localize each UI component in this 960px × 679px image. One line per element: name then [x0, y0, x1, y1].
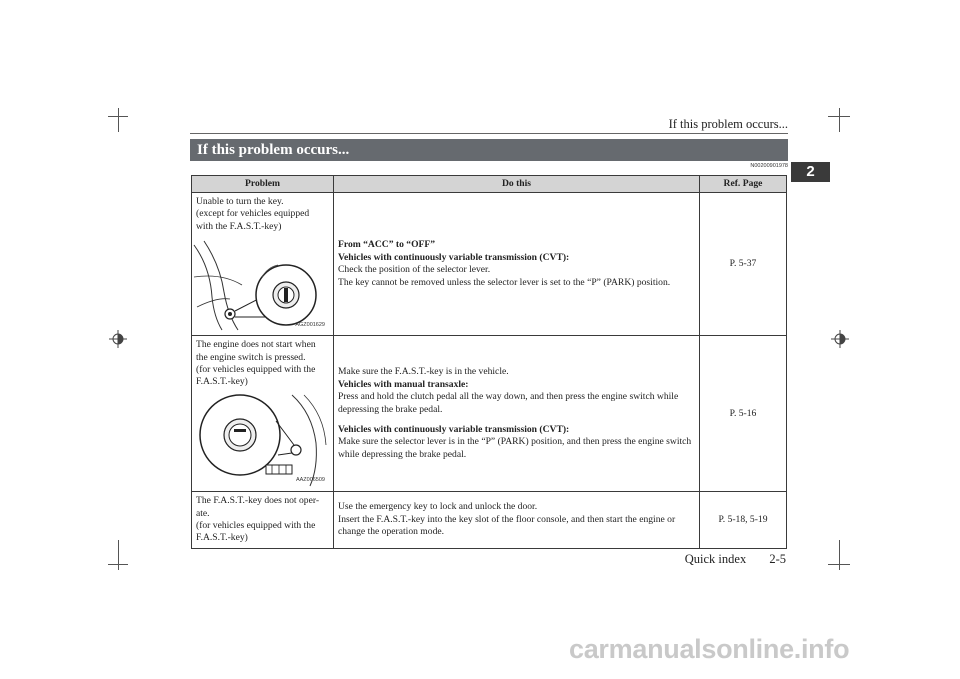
problem-line: The engine does not start when [196, 339, 316, 351]
instruction-line: The key cannot be removed unless the selector lever is set to the “P” (PARK) position. [338, 276, 671, 288]
watermark: carmanualsonline.info [569, 634, 850, 664]
problem-line: (for vehicles equipped with the [196, 520, 316, 532]
document-code: N00200901978 [750, 163, 788, 169]
instruction-line: change the operation mode. [338, 526, 445, 538]
instruction-subheading: Vehicles with manual transaxle: [338, 378, 469, 390]
engine-switch-illustration [192, 393, 329, 488]
figure-code: AGZ001629 [295, 321, 325, 328]
do-this-cell [334, 492, 700, 549]
problem-line: F.A.S.T.-key) [196, 532, 248, 544]
column-header-ref-page: Ref. Page [700, 176, 787, 193]
instruction-line: Check the position of the selector lever. [338, 264, 491, 276]
ref-page-cell: P. 5-37 [700, 193, 787, 336]
instruction-line: while depressing the brake pedal. [338, 448, 467, 460]
section-title: If this problem occurs... [190, 139, 788, 161]
instruction-line: Press and hold the clutch pedal all the way down, and then press the engine switch while [338, 391, 679, 403]
header-rule [190, 133, 788, 134]
instruction-line: Make sure the selector lever is in the “P” (PARK) position, and then press the engine switch [338, 436, 692, 448]
do-this-cell [334, 193, 700, 336]
problem-line: (except for vehicles equipped [196, 208, 310, 220]
instruction-line: Use the emergency key to lock and unlock the door. [338, 501, 538, 513]
ref-page-cell: P. 5-18, 5-19 [700, 492, 787, 549]
do-this-cell [334, 336, 700, 492]
instruction-heading: From “ACC” to “OFF” [338, 239, 436, 251]
table-header-row [192, 176, 787, 193]
table-row [192, 492, 787, 549]
footer-section: Quick index [684, 552, 747, 566]
problem-cell [192, 492, 334, 549]
page-footer [685, 552, 786, 567]
figure-code: AAZ006509 [295, 477, 325, 484]
chapter-tab: 2 [791, 162, 830, 182]
instruction-line: depressing the brake pedal. [338, 403, 443, 415]
running-header: If this problem occurs... [668, 117, 788, 131]
instruction-line: Make sure the F.A.S.T.-key is in the vehicle. [338, 366, 509, 378]
ref-page-cell: P. 5-16 [700, 336, 787, 492]
registration-mark-left-icon [109, 330, 127, 348]
instruction-line: Insert the F.A.S.T.-key into the key slot of the floor console, and then start the engine or [338, 513, 676, 525]
registration-mark-right-icon [831, 330, 849, 348]
column-header-problem: Problem [192, 176, 334, 193]
column-header-do-this: Do this [334, 176, 700, 193]
instruction-subheading: Vehicles with continuously variable transmission (CVT): [338, 251, 570, 263]
table-row [192, 193, 787, 336]
problem-line: (for vehicles equipped with the [196, 364, 316, 376]
problem-cell [192, 336, 334, 492]
problem-cell [192, 193, 334, 336]
problem-line: Unable to turn the key. [196, 196, 284, 207]
spacer [338, 416, 695, 424]
quick-index-table [191, 175, 787, 549]
problem-line: with the F.A.S.T.-key) [196, 220, 282, 232]
problem-line: The F.A.S.T.-key does not oper- [196, 495, 320, 507]
problem-line: F.A.S.T.-key) [196, 376, 248, 388]
problem-line: ate. [196, 507, 210, 519]
problem-line: the engine switch is pressed. [196, 351, 306, 363]
instruction-subheading: Vehicles with continuously variable transmission (CVT): [338, 423, 570, 435]
page-number: 2-5 [769, 552, 786, 566]
table-row [192, 336, 787, 492]
key-cylinder-illustration [192, 237, 329, 332]
